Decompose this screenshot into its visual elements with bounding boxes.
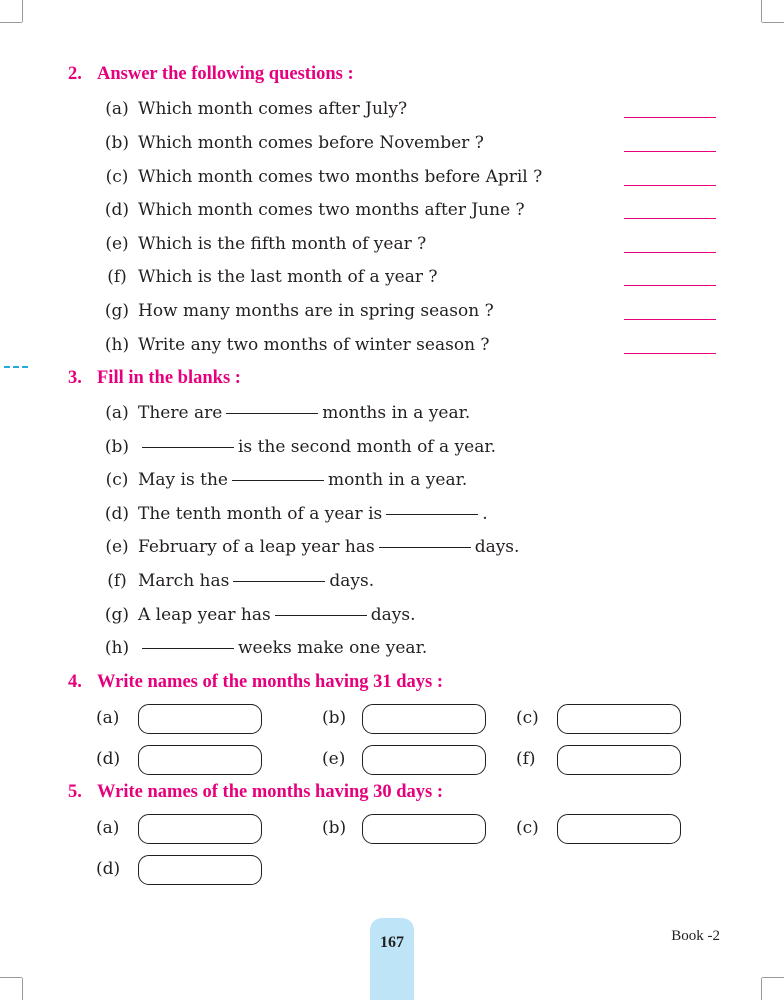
box-label-4a: (a): [96, 708, 120, 728]
fill-blank[interactable]: [233, 581, 325, 582]
box-label-4c: (c): [516, 708, 539, 728]
answer-box-5b[interactable]: [362, 814, 486, 844]
section-3-heading: 3. Fill in the blanks :: [68, 368, 241, 388]
answer-box-5a[interactable]: [138, 814, 262, 844]
answer-box-4a[interactable]: [138, 704, 262, 734]
box-label-4d: (d): [96, 749, 121, 769]
crop-mark: [0, 22, 22, 23]
crop-mark: [762, 22, 784, 23]
blank-3e: (e) February of a leap year has days.: [105, 537, 520, 557]
blank-3g: (g) A leap year has days.: [104, 605, 416, 625]
answer-box-5c[interactable]: [557, 814, 681, 844]
box-label-4e: (e): [322, 749, 346, 769]
answer-line-2f[interactable]: [624, 285, 716, 286]
section-4-heading: 4. Write names of the months having 31 days :: [68, 672, 444, 692]
question-2h: (h) Write any two months of winter season ?: [104, 335, 490, 355]
answer-box-4d[interactable]: [138, 745, 262, 775]
answer-line-2g[interactable]: [624, 319, 716, 320]
question-2b: (b) Which month comes before November ?: [104, 133, 484, 153]
box-label-5c: (c): [516, 818, 539, 838]
question-2d: (d) Which month comes two months after June ?: [104, 200, 525, 220]
answer-box-4b[interactable]: [362, 704, 486, 734]
fill-blank[interactable]: [379, 547, 471, 548]
blank-3b: (b) is the second month of a year.: [104, 437, 497, 457]
section-5-heading: 5. Write names of the months having 30 days :: [68, 782, 444, 802]
crop-mark: [761, 0, 762, 22]
page-number: 167: [380, 934, 404, 951]
fill-blank[interactable]: [275, 615, 367, 616]
box-label-5d: (d): [96, 859, 121, 879]
blank-3f: (f) March has days.: [107, 571, 375, 591]
box-label-4f: (f): [516, 749, 536, 769]
box-label-5b: (b): [322, 818, 347, 838]
blank-3d: (d) The tenth month of a year is .: [104, 504, 488, 524]
answer-line-2d[interactable]: [624, 218, 716, 219]
question-2c: (c) Which month comes two months before April ?: [105, 167, 543, 187]
page-number-tab: [370, 918, 414, 1000]
book-label: Book -2: [671, 928, 720, 944]
question-2f: (f) Which is the last month of a year ?: [107, 267, 438, 287]
crop-mark: [22, 978, 23, 1000]
answer-line-2b[interactable]: [624, 151, 716, 152]
crop-mark: [762, 977, 784, 978]
section-2-heading: 2. Answer the following questions :: [68, 64, 354, 84]
fill-blank[interactable]: [142, 648, 234, 649]
answer-line-2e[interactable]: [624, 252, 716, 253]
answer-box-4c[interactable]: [557, 704, 681, 734]
box-label-4b: (b): [322, 708, 347, 728]
fill-blank[interactable]: [386, 514, 478, 515]
blank-3c: (c) May is the month in a year.: [105, 470, 468, 490]
answer-line-2a[interactable]: [624, 117, 716, 118]
blank-3h: (h) weeks make one year.: [104, 638, 428, 658]
answer-box-4e[interactable]: [362, 745, 486, 775]
fill-blank[interactable]: [142, 447, 234, 448]
box-label-5a: (a): [96, 818, 120, 838]
question-2a: (a) Which month comes after July?: [105, 99, 408, 119]
margin-dash-mark: [4, 366, 28, 368]
answer-box-4f[interactable]: [557, 745, 681, 775]
fill-blank[interactable]: [232, 480, 324, 481]
question-2g: (g) How many months are in spring season ?: [104, 301, 494, 321]
crop-mark: [761, 978, 762, 1000]
blank-3a: (a) There are months in a year.: [105, 403, 471, 423]
fill-blank[interactable]: [226, 413, 318, 414]
answer-line-2h[interactable]: [624, 353, 716, 354]
answer-box-5d[interactable]: [138, 855, 262, 885]
crop-mark: [0, 977, 22, 978]
answer-line-2c[interactable]: [624, 185, 716, 186]
crop-mark: [22, 0, 23, 22]
question-2e: (e) Which is the fifth month of year ?: [105, 234, 427, 254]
